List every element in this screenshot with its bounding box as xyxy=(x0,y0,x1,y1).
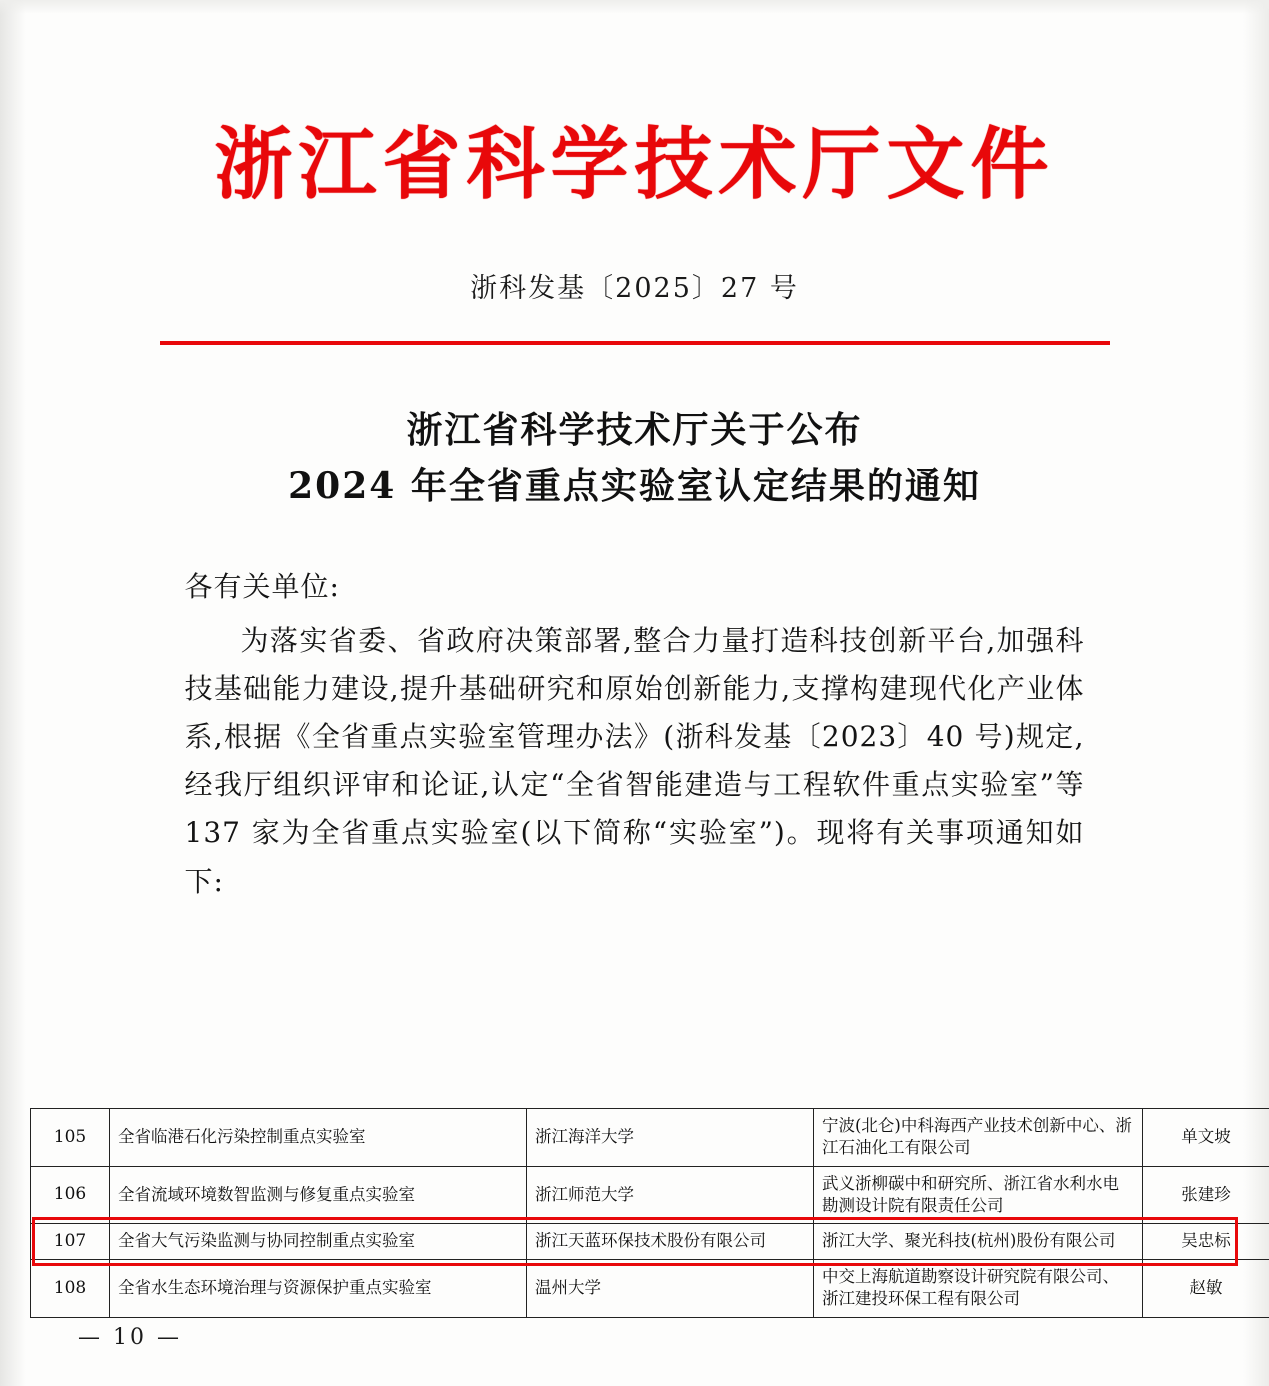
table-row xyxy=(31,1166,1269,1224)
document-title: 浙江省科学技术厅文件 xyxy=(214,119,1055,210)
scan-edge-top xyxy=(0,0,1269,14)
table-row xyxy=(31,1109,1269,1167)
results-table xyxy=(30,1108,1269,1318)
row-lab-name: 全省水生态环境治理与资源保护重点实验室 xyxy=(110,1260,527,1318)
row-number: 105 xyxy=(31,1109,110,1167)
row-person: 吴忠标 xyxy=(1143,1224,1269,1260)
row-host-unit: 浙江海洋大学 xyxy=(527,1109,814,1167)
page-number: — 10 — xyxy=(78,1325,182,1350)
table-row-highlighted xyxy=(31,1224,1269,1260)
results-table-container xyxy=(30,1108,1240,1318)
row-host-unit: 温州大学 xyxy=(527,1260,814,1318)
row-joint-unit: 中交上海航道勘察设计研究院有限公司、浙江建投环保工程有限公司 xyxy=(814,1260,1143,1318)
row-lab-name: 全省流域环境数智监测与修复重点实验室 xyxy=(110,1166,527,1224)
notice-headline-line-2: 2024 年全省重点实验室认定结果的通知 xyxy=(288,464,981,507)
row-host-unit: 浙江师范大学 xyxy=(527,1166,814,1224)
row-lab-name: 全省大气污染监测与协同控制重点实验室 xyxy=(110,1224,527,1260)
scan-edge-left xyxy=(0,0,26,1386)
row-joint-unit: 武义浙柳碳中和研究所、浙江省水利水电勘测设计院有限责任公司 xyxy=(814,1166,1143,1224)
row-number: 106 xyxy=(31,1166,110,1224)
row-number: 107 xyxy=(31,1224,110,1260)
row-number: 108 xyxy=(31,1260,110,1318)
row-person: 单文坡 xyxy=(1143,1109,1269,1167)
notice-headline xyxy=(0,403,1269,515)
document-number: 浙科发基〔2025〕27 号 xyxy=(470,273,799,304)
table-row xyxy=(31,1260,1269,1318)
row-person: 张建珍 xyxy=(1143,1166,1269,1224)
document-header xyxy=(0,0,1269,210)
row-joint-unit: 浙江大学、聚光科技(杭州)股份有限公司 xyxy=(814,1224,1143,1260)
red-divider xyxy=(160,341,1110,345)
notice-body xyxy=(185,563,1085,906)
row-joint-unit: 宁波(北仑)中科海西产业技术创新中心、浙江石油化工有限公司 xyxy=(814,1109,1143,1167)
row-host-unit: 浙江天蓝环保技术股份有限公司 xyxy=(527,1224,814,1260)
salutation: 各有关单位: xyxy=(184,569,340,603)
notice-headline-line-1: 浙江省科学技术厅关于公布 xyxy=(406,409,863,451)
row-person: 赵敏 xyxy=(1143,1260,1269,1318)
body-paragraph-1: 为落实省委、省政府决策部署,整合力量打造科技创新平台,加强科技基础能力建设,提升基础研究和原始创新能力,支撑构建现代化产业体系,根据《全省重点实验室管理办法》(浙科发基〔2023〕40 号)规定,经我厅组织评审和论证,认定“全省智能建造与工程软件重点实验室”等 137 家为全省重点实验室(以下简称“实验室”)。现将有关事项通知如下: xyxy=(184,623,1085,898)
row-lab-name: 全省临港石化污染控制重点实验室 xyxy=(110,1109,527,1167)
